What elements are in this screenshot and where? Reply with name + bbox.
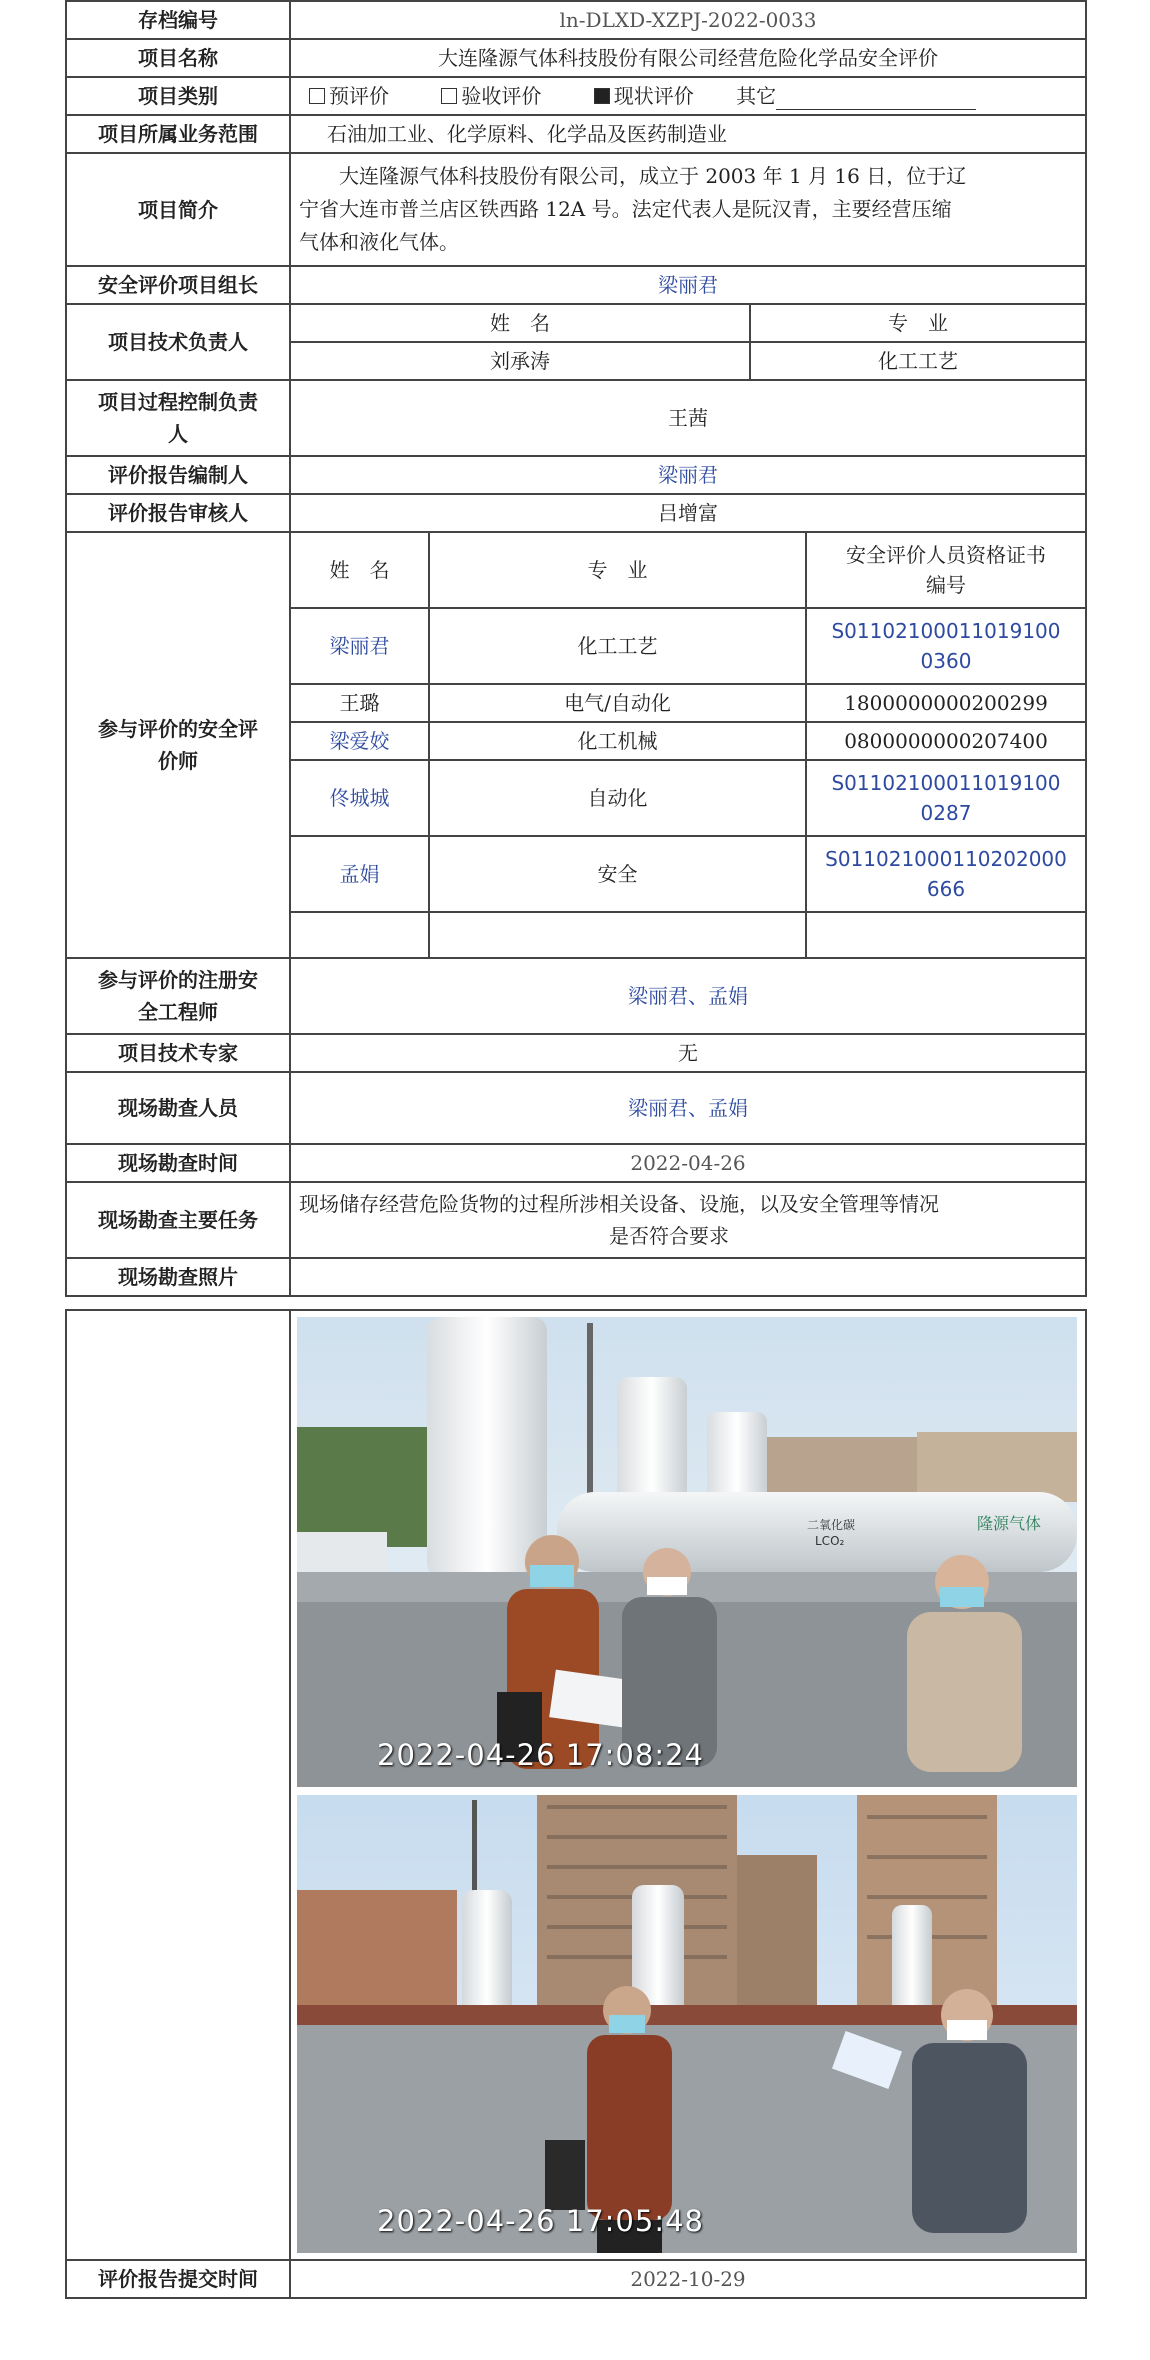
project-name-label: 项目名称 — [66, 39, 290, 77]
row-tech-lead-header — [66, 304, 1086, 342]
photo-label-cell — [66, 1310, 290, 2260]
site-photo-2 — [297, 1795, 1077, 2253]
row-site-time — [66, 1144, 1086, 1182]
assessor-name: 孟娟 — [290, 836, 429, 912]
option-acceptance-eval[interactable]: 验收评价 — [441, 84, 541, 108]
photo1-tank-text: 二氧化碳 — [807, 1518, 856, 1532]
row-archive — [66, 1, 1086, 39]
team-leader-value: 梁丽君 — [290, 266, 1086, 304]
empty-cell — [806, 912, 1086, 958]
process-lead-value: 王茜 — [290, 380, 1086, 456]
site-task-label: 现场勘查主要任务 — [66, 1182, 290, 1258]
intro-label: 项目简介 — [66, 153, 290, 266]
photo2-timestamp: 2022-04-26 17:05:48 — [377, 2204, 704, 2238]
row-intro — [66, 153, 1086, 266]
assessor-major: 安全 — [429, 836, 806, 912]
site-staff-value: 梁丽君、孟娟 — [290, 1072, 1086, 1144]
tech-expert-label: 项目技术专家 — [66, 1034, 290, 1072]
assessor-name: 梁丽君 — [290, 608, 429, 684]
site-photos-label: 现场勘查照片 — [66, 1258, 290, 1296]
site-photo-1 — [297, 1317, 1077, 1787]
other-underline — [776, 91, 976, 110]
business-scope-value: 石油加工业、化学原料、化学品及医药制造业 — [290, 115, 1086, 153]
option-other: 其它 — [736, 84, 976, 108]
team-leader-label: 安全评价项目组长 — [66, 266, 290, 304]
project-type-label: 项目类别 — [66, 77, 290, 115]
row-project-name — [66, 39, 1086, 77]
site-photo-2-image — [297, 1795, 1077, 2253]
site-photo-1-image — [297, 1317, 1077, 1787]
tech-expert-value: 无 — [290, 1034, 1086, 1072]
empty-cell — [290, 912, 429, 958]
assessor-cert: S01102100011019100 0287 — [806, 760, 1086, 836]
reviewer-label: 评价报告审核人 — [66, 494, 290, 532]
row-site-photos — [66, 1258, 1086, 1296]
photo-table — [65, 1309, 1087, 2299]
row-site-staff — [66, 1072, 1086, 1144]
assessors-cert-header: 安全评价人员资格证书 编号 — [806, 532, 1086, 608]
assessor-name: 王璐 — [290, 684, 429, 722]
site-task-text: 现场储存经营危险货物的过程所涉相关设备、设施，以及安全管理等情况 是否符合要求 — [290, 1182, 1086, 1258]
row-site-task — [66, 1182, 1086, 1258]
option-current-eval[interactable]: 现状评价 — [594, 84, 694, 108]
row-reg-engineers — [66, 958, 1086, 1034]
evaluation-form-sheet — [65, 0, 1085, 2299]
site-staff-label: 现场勘查人员 — [66, 1072, 290, 1144]
checkbox-empty-icon[interactable] — [309, 88, 325, 104]
row-business-scope — [66, 115, 1086, 153]
assessor-cert: S01102100011019100 0360 — [806, 608, 1086, 684]
business-scope-label: 项目所属业务范围 — [66, 115, 290, 153]
row-compiler — [66, 456, 1086, 494]
assessor-major: 电气/自动化 — [429, 684, 806, 722]
empty-cell — [429, 912, 806, 958]
compiler-label: 评价报告编制人 — [66, 456, 290, 494]
row-submit — [66, 2260, 1086, 2298]
tech-lead-label: 项目技术负责人 — [66, 304, 290, 380]
row-project-type — [66, 77, 1086, 115]
site-time-label: 现场勘查时间 — [66, 1144, 290, 1182]
assessor-cert: S011021000110202000 666 — [806, 836, 1086, 912]
row-assessors-header — [66, 532, 1086, 608]
site-time-value: 2022-04-26 — [290, 1144, 1086, 1182]
assessor-cert: 1800000000200299 — [806, 684, 1086, 722]
assessor-major: 化工机械 — [429, 722, 806, 760]
tech-lead-major: 化工工艺 — [750, 342, 1086, 380]
photo1-tank-formula: LCO₂ — [815, 1534, 845, 1548]
assessors-label: 参与评价的安全评 价师 — [66, 532, 290, 958]
photo1-brand-text: 隆源气体 — [977, 1514, 1042, 1533]
photo1-timestamp: 2022-04-26 17:08:24 — [377, 1738, 704, 1772]
checkbox-empty-icon[interactable] — [441, 88, 457, 104]
photo-cell — [290, 1310, 1086, 2260]
project-type-options — [290, 77, 1086, 115]
archive-value: ln-DLXD-XZPJ-2022-0033 — [290, 1, 1086, 39]
process-lead-label: 项目过程控制负责 人 — [66, 380, 290, 456]
assessor-major: 自动化 — [429, 760, 806, 836]
tech-lead-name: 刘承涛 — [290, 342, 750, 380]
option-pre-eval[interactable]: 预评价 — [309, 84, 389, 108]
tech-lead-name-header: 姓 名 — [290, 304, 750, 342]
row-process-lead — [66, 380, 1086, 456]
reg-engineers-value: 梁丽君、孟娟 — [290, 958, 1086, 1034]
row-reviewer — [66, 494, 1086, 532]
assessors-name-header: 姓 名 — [290, 532, 429, 608]
checkbox-filled-icon[interactable] — [594, 88, 610, 104]
reviewer-value: 吕增富 — [290, 494, 1086, 532]
tech-lead-major-header: 专 业 — [750, 304, 1086, 342]
assessor-name: 梁爱姣 — [290, 722, 429, 760]
archive-label: 存档编号 — [66, 1, 290, 39]
project-name-value: 大连隆源气体科技股份有限公司经营危险化学品安全评价 — [290, 39, 1086, 77]
reg-engineers-label: 参与评价的注册安 全工程师 — [66, 958, 290, 1034]
assessor-major: 化工工艺 — [429, 608, 806, 684]
row-photos — [66, 1310, 1086, 2260]
row-team-leader — [66, 266, 1086, 304]
assessors-major-header: 专 业 — [429, 532, 806, 608]
assessor-cert: 0800000000207400 — [806, 722, 1086, 760]
submit-label: 评价报告提交时间 — [66, 2260, 290, 2298]
site-photos-blank — [290, 1258, 1086, 1296]
row-tech-expert — [66, 1034, 1086, 1072]
compiler-value: 梁丽君 — [290, 456, 1086, 494]
evaluation-form-table — [65, 0, 1087, 1297]
submit-value: 2022-10-29 — [290, 2260, 1086, 2298]
assessor-name: 佟城城 — [290, 760, 429, 836]
intro-text: 大连隆源气体科技股份有限公司，成立于 2003 年 1 月 16 日，位于辽 宁省大连市普兰店区铁西路 12A 号。法定代表人是阮汉青，主要经营压缩 气体和液化气体。 — [290, 153, 1086, 266]
